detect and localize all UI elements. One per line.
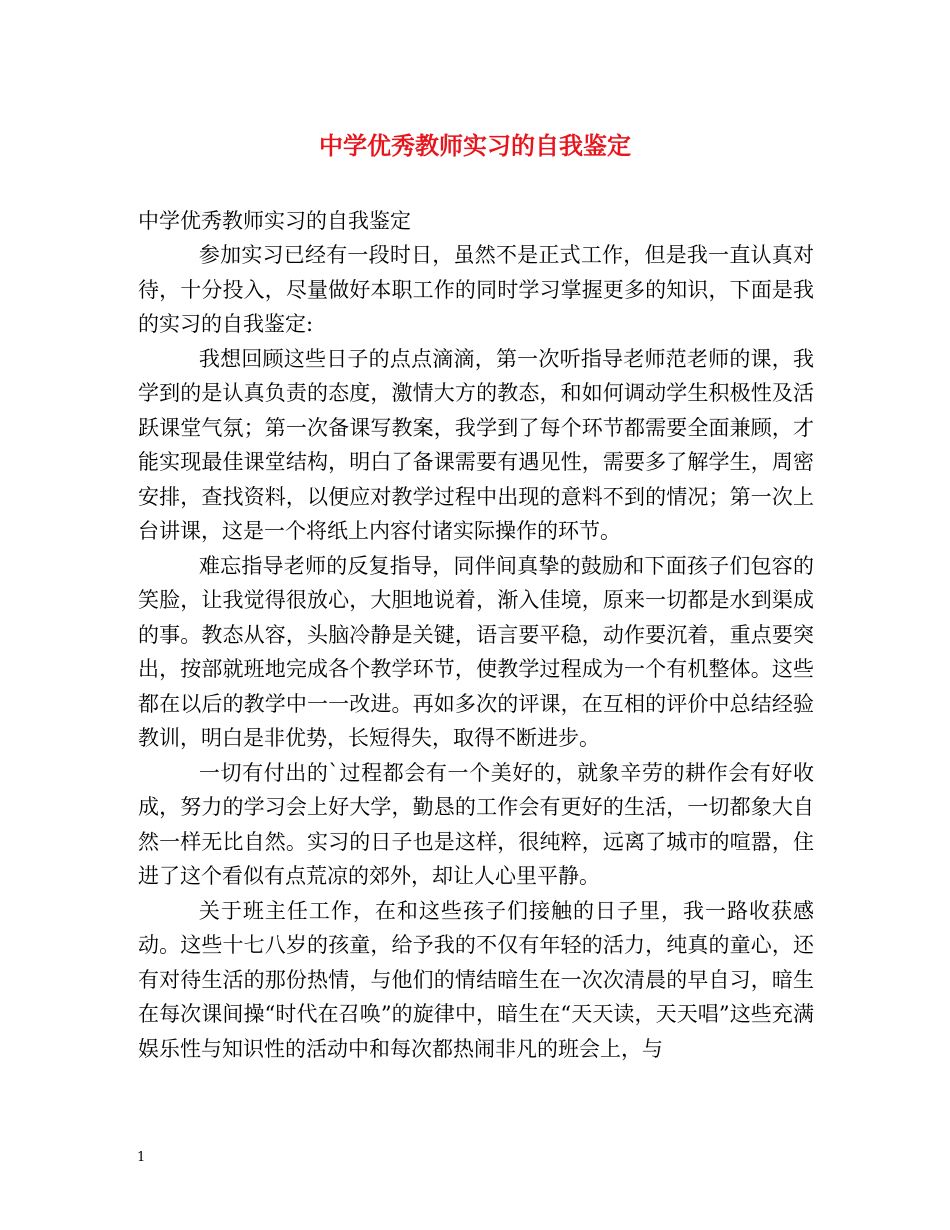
- paragraph: 参加实习已经有一段时日，虽然不是正式工作，但是我一直认真对待，十分投入，尽量做好本职工作的同时学习掌握更多的知识，下面是我的实习的自我鉴定:: [138, 243, 814, 336]
- paragraph: 一切有付出的`过程都会有一个美好的，就象辛劳的耕作会有好收成，努力的学习会上好大学，勤恳的工作会有更好的生活，一切都象大自然一样无比自然。实习的日子也是这样，很纯粹，远离了城市的喧嚣，住进了这个看似有点荒凉的郊外，却让人心里平静。: [138, 760, 814, 888]
- document-title: 中学优秀教师实习的自我鉴定: [319, 131, 631, 160]
- document-body: [138, 238, 814, 1066]
- page-number: 1: [137, 1150, 146, 1165]
- paragraph: 关于班主任工作，在和这些孩子们接触的日子里，我一路收获感动。这些十七八岁的孩童，给予我的不仅有年轻的活力，纯真的童心，还有对待生活的那份热情，与他们的情结暗生在一次次清晨的早自习，暗生在每次课间操“时代在召唤”的旋律中，暗生在“天天读，天天唱”这些充满娱乐性与知识性的活动中和每次都热闹非凡的班会上，与: [138, 898, 814, 1061]
- paragraph: 难忘指导老师的反复指导，同伴间真挚的鼓励和下面孩子们包容的笑脸，让我觉得很放心，大胆地说着，渐入佳境，原来一切都是水到渠成的事。教态从容，头脑冷静是关键，语言要平稳，动作要沉着，重点要突出，按部就班地完成各个教学环节，使教学过程成为一个有机整体。这些都在以后的教学中一一改进。再如多次的评课，在互相的评价中总结经验教训，明白是非优势，长短得失，取得不断进步。: [138, 553, 814, 750]
- document-subtitle: 中学优秀教师实习的自我鉴定: [138, 209, 411, 233]
- paragraph: 我想回顾这些日子的点点滴滴，第一次听指导老师范老师的课，我学到的是认真负责的态度，激情大方的教态，和如何调动学生积极性及活跃课堂气氛；第一次备课写教案，我学到了每个环节都需要全面兼顾，才能实现最佳课堂结构，明白了备课需要有遇见性，需要多了解学生，周密安排，查找资料，以便应对教学过程中出现的意料不到的情况；第一次上台讲课，这是一个将纸上内容付诸实际操作的环节。: [138, 346, 814, 543]
